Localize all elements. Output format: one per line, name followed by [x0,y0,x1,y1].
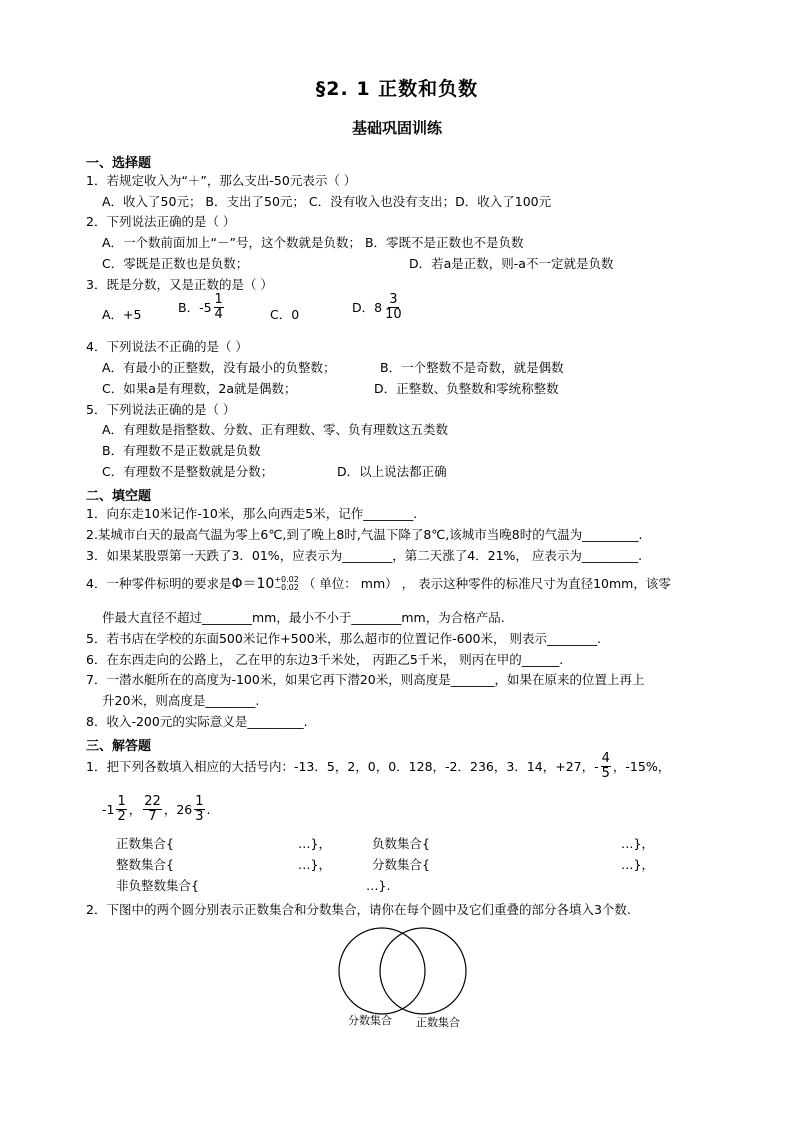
venn-diagram [320,920,490,1040]
question-1: 1．若规定收入为“＋”，那么支出-50元表示（ ） [86,173,357,188]
question-4: 4．下列说法不正确的是（ ） [86,339,248,354]
mixed-number-prefix: -1 [102,801,115,817]
question-3-option-c: C．0 [270,307,300,322]
answer-question-1 [86,752,670,781]
question-3-option-b [178,293,226,322]
set-integer-end: …}， [298,857,331,872]
question-5-option-d: D．以上说法都正确 [337,464,447,479]
set-negative-end: …}， [621,836,654,851]
tolerance-base: Φ＝10 [231,576,275,592]
question-4-option-b: B．一个整数不是奇数，就是偶数 [380,360,564,375]
fill-question-4-prefix: 4．一种零件标明的要求是 [86,576,232,591]
question-4-option-a: A．有最小的正整数，没有最小的负整数； [102,360,336,375]
separator: ，26 [163,801,193,817]
question-4-option-c: C．如果a是有理数，2a就是偶数； [102,381,297,396]
question-3-option-a: A．+5 [102,307,142,322]
answer-question-1-numbers [102,795,210,824]
fraction [601,752,611,781]
set-integer-label: 整数集合{ [116,857,174,872]
answer-question-1-tail: ，-15%， [612,758,671,774]
fill-question-4 [86,576,671,592]
denominator: 7 [148,809,157,824]
fill-question-4-continued: 件最大直径不超过________mm，最小不小于________mm，为合格产品. [102,610,505,625]
numerator: 22 [144,794,161,809]
fill-question-7-continued: 升20米，则高度是________. [102,693,260,708]
fraction-set-label: 分数集合 [348,1014,392,1027]
question-2-option-d: D．若a是正数，则-a不一定就是负数 [409,256,614,271]
section-fill-heading: 二、填空题 [86,489,152,504]
set-positive-end: …}， [298,836,331,851]
fill-question-8: 8．收入-200元的实际意义是_________. [86,714,308,729]
set-fraction-end: …}， [621,857,654,872]
question-1-options: A．收入了50元； B．支出了50元； C．没有收入也没有支出；D．收入了100元 [102,194,552,209]
denominator: 3 [195,809,204,824]
tolerance-lower: −0.02 [274,583,299,592]
numerator: 1 [195,794,204,809]
question-5: 5．下列说法正确的是（ ） [86,402,236,417]
numerator: 3 [389,292,398,307]
fill-question-7: 7．一潜水艇所在的高度为-100米，如果它再下潜20米，则高度是_______，如果在原来的位置上再上 [86,672,645,687]
question-2: 2．下列说法正确的是（ ） [86,214,236,229]
question-4-option-d: D．正整数、负整数和零统称整数 [374,381,559,396]
fill-question-4-suffix: （ 单位： mm） ， 表示这种零件的标准尺寸为直径10mm，该零 [302,576,671,591]
separator: ， [128,801,142,817]
question-2-options-ab: A．一个数前面加上“－”号，这个数就是负数； B．零既不是正数也不是负数 [102,235,524,250]
page-title: §2. 1 正数和负数 [315,78,479,100]
fraction [214,293,224,322]
fill-question-3: 3．如果某股票第一天跌了3．01%，应表示为________，第二天涨了4．21%， 应表示为_________. [86,548,643,563]
fraction [116,795,126,824]
end-mark: . [206,801,211,817]
numerator: 1 [117,794,126,809]
question-5-option-b: B．有理数不是正数就是负数 [102,443,261,458]
section-choice-heading: 一、选择题 [86,156,152,171]
fraction [194,795,204,824]
positive-set-label: 正数集合 [416,1016,460,1029]
fill-question-2: 2.某城市白天的最高气温为零上6℃,到了晚上8时,气温下降了8℃,该城市当晚8时的气温为_________. [86,527,643,542]
answer-question-1-text: 1．把下列各数填入相应的大括号内：-13．5，2，0，0．128，-2．236，3．14，+27，- [86,758,599,774]
fraction-set-circle [339,928,425,1014]
fill-question-6: 6．在东西走向的公路上， 乙在甲的东边3千米处， 丙距乙5千米， 则丙在甲的______. [86,652,564,667]
denominator: 2 [117,809,126,824]
page-subtitle: 基础巩固训练 [351,119,442,137]
denominator: 10 [385,307,402,322]
numerator: 4 [601,751,610,766]
option-d-prefix: D．8 [352,299,383,315]
option-b-prefix: B．-5 [178,299,212,315]
set-positive-label: 正数集合{ [116,836,174,851]
tolerance-bounds [274,576,299,592]
fraction [143,795,162,824]
denominator: 5 [601,766,610,781]
fill-question-1: 1．向东走10米记作-10米，那么向西走5米，记作________. [86,506,418,521]
question-5-option-c: C．有理数不是整数就是分数； [102,464,274,479]
denominator: 4 [214,307,223,322]
fill-question-5: 5．若书店在学校的东面500米记作+500米，那么超市的位置记作-600米， 则表示________. [86,631,601,646]
positive-set-circle [380,928,466,1014]
question-3: 3．既是分数，又是正数的是（ ） [86,277,273,292]
numerator: 1 [214,292,223,307]
question-5-option-a: A．有理数是指整数、分数、正有理数、零、负有理数这五类数 [102,422,449,437]
tolerance-upper: +0.02 [274,575,299,584]
set-nonnegative-integer-end: …}. [366,878,391,893]
question-2-option-c: C．零既是正数也是负数； [102,256,249,271]
set-nonnegative-integer-label: 非负整数集合{ [116,878,199,893]
set-negative-label: 负数集合{ [372,836,430,851]
answer-question-2: 2．下图中的两个圆分别表示正数集合和分数集合，请你在每个圆中及它们重叠的部分各填入3个数. [86,902,631,917]
question-3-option-d [352,293,405,322]
section-answer-heading: 三、解答题 [86,739,152,754]
set-fraction-label: 分数集合{ [372,857,430,872]
fraction [384,293,403,322]
